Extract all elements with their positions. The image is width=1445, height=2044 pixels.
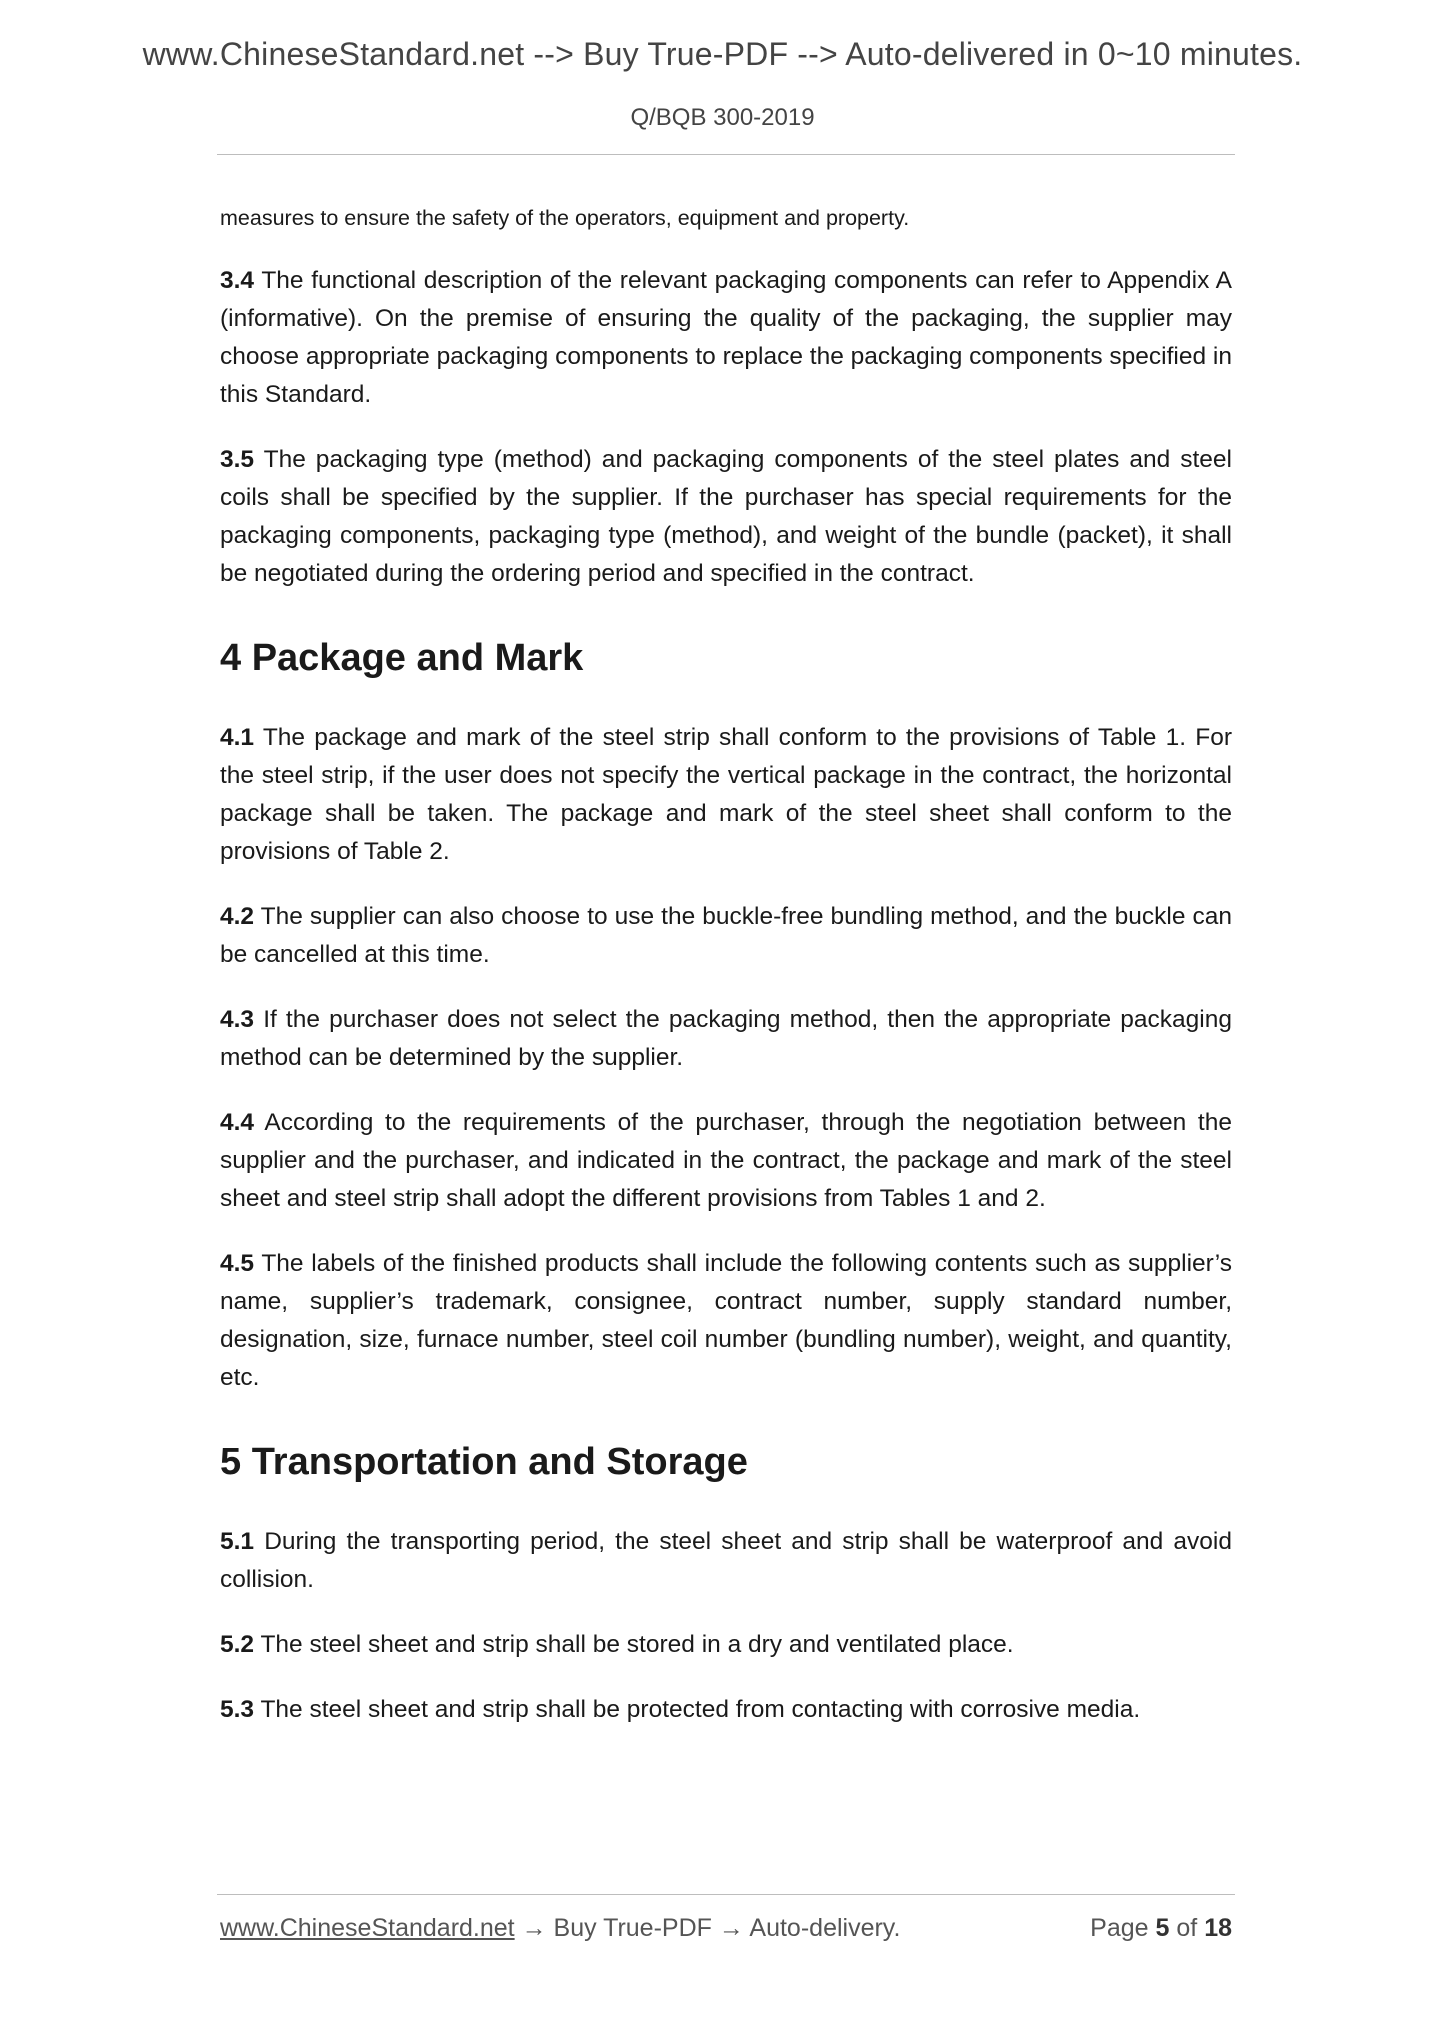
clause-text: The steel sheet and strip shall be protected from contacting with corrosive media.: [260, 1696, 1141, 1723]
clause-4-1: [220, 719, 1232, 871]
clause-text: The package and mark of the steel strip shall conform to the provisions of Table 1. For the steel strip, if the user does not specify the vertical package in the contract, the horizontal package shall be taken. The package and mark of the steel sheet shall conform to the provisions of Table 2.: [220, 724, 1232, 865]
clause-number: 4.2: [220, 903, 255, 930]
section-4-heading: 4 Package and Mark: [220, 637, 584, 679]
header-divider: [217, 154, 1235, 155]
clause-text: During the transporting period, the steel sheet and strip shall be waterproof and avoid collision.: [220, 1528, 1232, 1593]
clause-4-4: [220, 1104, 1232, 1218]
clause-text: The labels of the finished products shall include the following contents such as supplier’s name, supplier’s trademark, consignee, contract number, supply standard number, designation, size, furnace number, steel coil number (bundling number), weight, and quantity, etc.: [220, 1250, 1232, 1391]
clause-text: If the purchaser does not select the packaging method, then the appropriate packaging method can be determined by the supplier.: [220, 1006, 1232, 1071]
page-number: 5: [1155, 1914, 1170, 1942]
clause-4-2: [220, 898, 1232, 974]
clause-3-5: [220, 441, 1232, 593]
footer-tagline: → Buy True-PDF → Auto-delivery.: [521, 1914, 901, 1942]
clause-5-3: [220, 1691, 1232, 1729]
clause-number: 4.5: [220, 1250, 255, 1277]
clause-number: 4.4: [220, 1109, 255, 1136]
clause-number: 5.3: [220, 1696, 255, 1723]
total-pages: 18: [1204, 1914, 1232, 1942]
clause-number: 4.1: [220, 724, 255, 751]
clause-4-3: [220, 1001, 1232, 1077]
clause-number: 5.1: [220, 1528, 255, 1555]
clause-number: 4.3: [220, 1006, 255, 1033]
paragraph-text: measures to ensure the safety of the operators, equipment and property.: [220, 206, 910, 230]
standard-code: Q/BQB 300-2019: [630, 104, 815, 131]
clause-text: According to the requirements of the purchaser, through the negotiation between the supplier and the purchaser, and indicated in the contract, the package and mark of the steel sheet and steel strip shall adopt the different provisions from Tables 1 and 2.: [220, 1109, 1232, 1212]
clause-5-1: [220, 1523, 1232, 1599]
clause-3-4: [220, 262, 1232, 414]
footer-left: [220, 1914, 900, 1943]
top-banner: www.ChineseStandard.net --> Buy True-PDF --> Auto-delivered in 0~10 minutes.: [142, 36, 1303, 72]
clause-text: The supplier can also choose to use the buckle-free bundling method, and the buckle can be cancelled at this time.: [220, 903, 1232, 968]
page-footer: [220, 1914, 1232, 1950]
section-5-heading: 5 Transportation and Storage: [220, 1441, 748, 1483]
page-indicator: [1090, 1914, 1232, 1943]
footer-site-link[interactable]: www.ChineseStandard.net: [220, 1914, 515, 1942]
footer-divider: [217, 1894, 1235, 1895]
clause-number: 5.2: [220, 1631, 255, 1658]
clause-number: 3.4: [220, 267, 255, 294]
of-label: of: [1176, 1914, 1198, 1942]
clause-text: The packaging type (method) and packaging components of the steel plates and steel coils shall be specified by the supplier. If the purchaser has special requirements for the packaging components, packaging type (method), and weight of the bundle (packet), it shall be negotiated during the ordering period and specified in the contract.: [220, 446, 1232, 587]
clause-text: The functional description of the relevant packaging components can refer to Appendix A (informative). On the premise of ensuring the quality of the packaging, the supplier may choose appropriate packaging components to replace the packaging components specified in this Standard.: [220, 267, 1232, 408]
clause-text: The steel sheet and strip shall be stored in a dry and ventilated place.: [260, 1631, 1014, 1658]
clause-4-5: [220, 1245, 1232, 1397]
page-label: Page: [1090, 1914, 1149, 1942]
clause-5-2: [220, 1626, 1232, 1664]
paragraph-measures: [220, 202, 1232, 234]
page-content: [220, 202, 1232, 1756]
clause-number: 3.5: [220, 446, 255, 473]
